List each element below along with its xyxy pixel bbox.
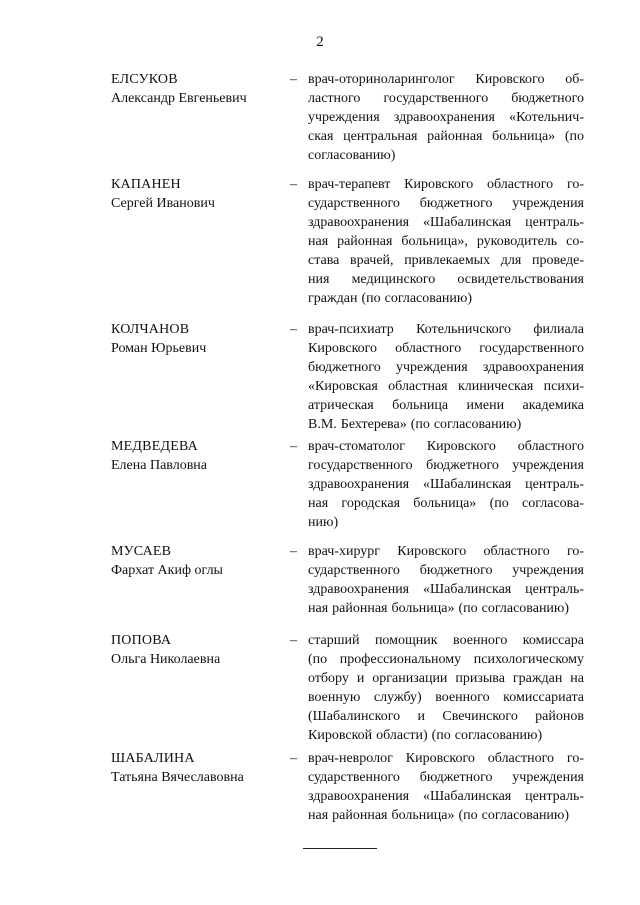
member-name	[111, 437, 291, 475]
position-line: Кировской области) (по согласованию)	[308, 728, 543, 743]
member-position	[308, 320, 584, 434]
position-line: (Шабалинского и Свечинского районов	[308, 709, 584, 724]
member-surname: ПОПОВА	[111, 633, 172, 648]
entry-dash: –	[290, 633, 297, 648]
entry-dash: –	[290, 72, 297, 87]
entry-dash: –	[290, 751, 297, 766]
page-number: 2	[316, 34, 324, 50]
member-given-names: Елена Павловна	[111, 458, 208, 473]
position-line: отбору и организации призыва граждан на	[308, 671, 584, 686]
member-position	[308, 175, 584, 308]
position-line: врач-стоматолог Кировского областного	[308, 439, 584, 454]
member-name	[111, 631, 291, 669]
member-given-names: Татьяна Вячеславовна	[111, 770, 244, 785]
entry-dash: –	[290, 177, 297, 192]
position-line: государственного бюджетного учреждения	[308, 458, 584, 473]
member-name	[111, 749, 291, 787]
member-position	[308, 70, 584, 165]
position-line: ластного государственного бюджетного	[308, 91, 584, 106]
end-of-list-rule	[303, 848, 377, 849]
position-line: врач-оториноларинголог Кировского об-	[308, 72, 584, 87]
position-line: сударственного бюджетного учреждения	[308, 196, 584, 211]
position-line: военную службу) военного комиссариата	[308, 690, 584, 705]
position-line: бюджетного учреждения здравоохранения	[308, 360, 584, 375]
position-line: здравоохранения «Шабалинская централь-	[308, 582, 584, 597]
position-line: врач-хирург Кировского областного го-	[308, 544, 584, 559]
position-line: сударственного бюджетного учреждения	[308, 770, 584, 785]
position-line: ная городская больница» (по согласова-	[308, 496, 584, 511]
position-line: врач-психиатр Котельничского филиала	[308, 322, 584, 337]
position-line: нию)	[308, 515, 339, 530]
member-given-names: Роман Юрьевич	[111, 341, 207, 356]
member-position	[308, 749, 584, 825]
member-name	[111, 175, 291, 213]
position-line: врач-терапевт Кировского областного го-	[308, 177, 584, 192]
member-name	[111, 70, 291, 108]
position-line: ния медицинского освидетельствования	[308, 272, 584, 287]
member-name	[111, 542, 291, 580]
member-position	[308, 631, 584, 745]
position-line: врач-невролог Кировского областного го-	[308, 751, 584, 766]
position-line: граждан (по согласованию)	[308, 291, 473, 306]
position-line: В.М. Бехтерева» (по согласованию)	[308, 417, 522, 432]
member-position	[308, 437, 584, 532]
position-line: согласованию)	[308, 148, 396, 163]
member-surname: ШАБАЛИНА	[111, 751, 195, 766]
position-line: здравоохранения «Шабалинская централь-	[308, 789, 584, 804]
position-line: ная районная больница», руководитель со-	[308, 234, 584, 249]
position-line: здравоохранения «Шабалинская централь-	[308, 477, 584, 492]
entry-dash: –	[290, 322, 297, 337]
position-line: (по профессиональному психологическому	[308, 652, 584, 667]
position-line: става врачей, привлекаемых для проведе-	[308, 253, 584, 268]
member-surname: КОЛЧАНОВ	[111, 322, 190, 337]
member-given-names: Сергей Иванович	[111, 196, 215, 211]
position-line: старший помощник военного комиссара	[308, 633, 584, 648]
member-name	[111, 320, 291, 358]
position-line: здравоохранения «Шабалинская централь-	[308, 215, 584, 230]
position-line: ная районная больница» (по согласованию)	[308, 808, 570, 823]
position-line: учреждения здравоохранения «Котельнич-	[308, 110, 584, 125]
member-given-names: Фархат Акиф оглы	[111, 563, 223, 578]
member-surname: ЕЛСУКОВ	[111, 72, 178, 87]
member-surname: КАПАНЕН	[111, 177, 181, 192]
position-line: атрическая больница имени академика	[308, 398, 584, 413]
position-line: ская центральная районная больница» (по	[308, 129, 584, 144]
position-line: «Кировская областная клиническая психи-	[308, 379, 584, 394]
position-line: Кировского областного государственного	[308, 341, 584, 356]
member-position	[308, 542, 584, 618]
entry-dash: –	[290, 439, 297, 454]
member-given-names: Ольга Николаевна	[111, 652, 221, 667]
member-surname: МУСАЕВ	[111, 544, 172, 559]
member-surname: МЕДВЕДЕВА	[111, 439, 198, 454]
member-given-names: Александр Евгеньевич	[111, 91, 247, 106]
entry-dash: –	[290, 544, 297, 559]
position-line: сударственного бюджетного учреждения	[308, 563, 584, 578]
position-line: ная районная больница» (по согласованию)	[308, 601, 570, 616]
